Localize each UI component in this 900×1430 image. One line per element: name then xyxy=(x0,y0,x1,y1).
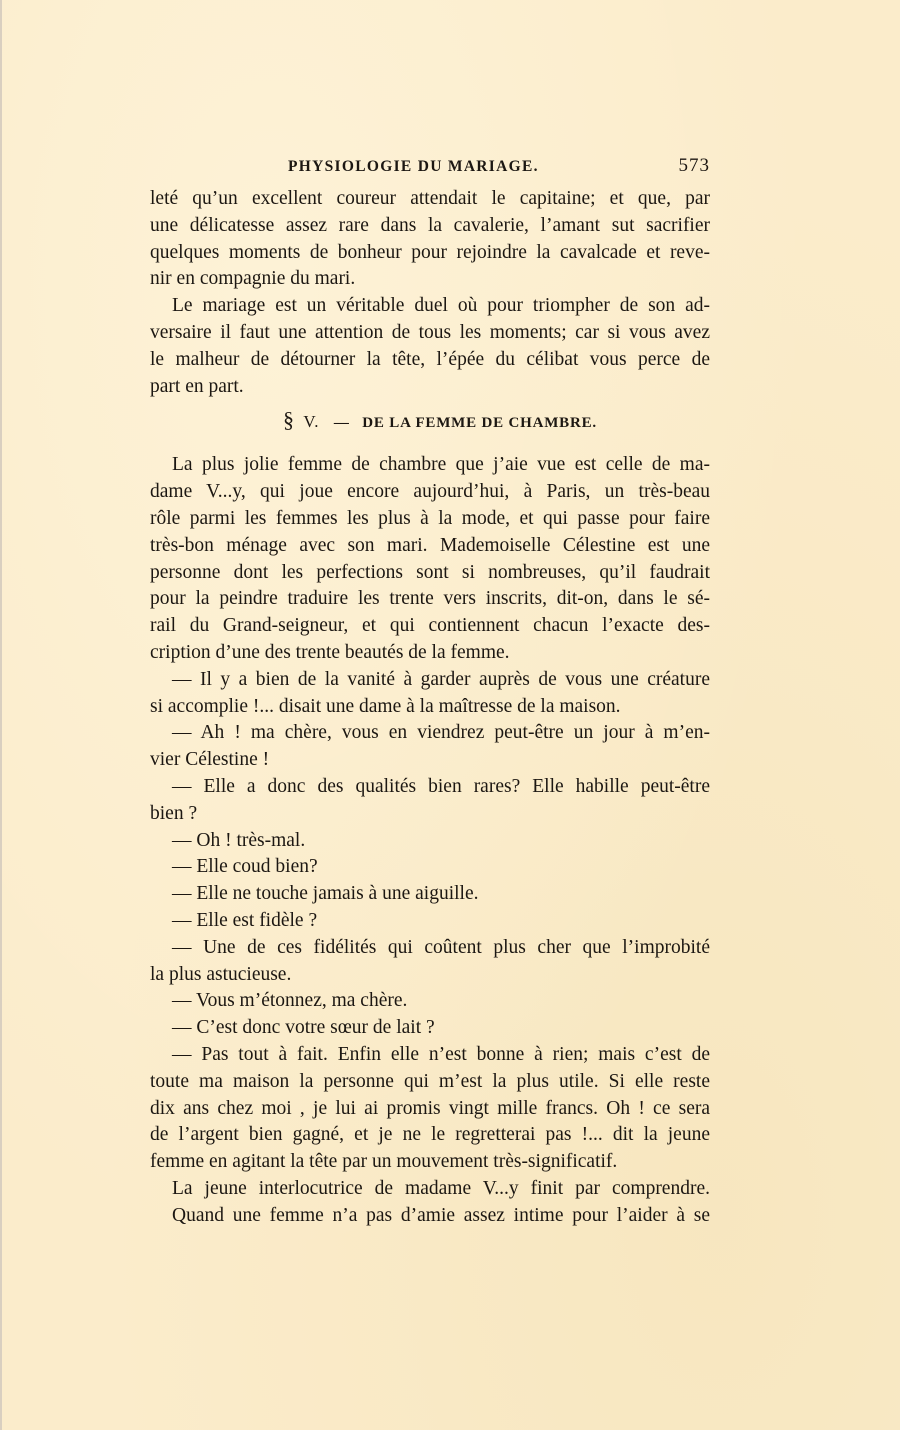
dialogue-line: si accomplie !... disait une dame à la maîtresse de la maison. xyxy=(150,695,621,717)
text-line: pour la peindre traduire les trente vers inscrits, dit-on, dans le sé- xyxy=(150,588,710,610)
text-line: nir en compagnie du mari. xyxy=(150,268,356,290)
text-line: Quand une femme n’a pas d’amie assez intime pour l’aider à se xyxy=(172,1204,710,1226)
dialogue-line: — C’est donc votre sœur de lait ? xyxy=(172,1017,435,1039)
page-number: 573 xyxy=(678,155,710,176)
text-line: très-bon ménage avec son mari. Mademoiselle Célestine est une xyxy=(150,534,710,556)
dialogue-line: — Elle ne touche jamais à une aiguille. xyxy=(172,883,479,905)
text-line: quelques moments de bonheur pour rejoindre la cavalcade et reve- xyxy=(150,241,710,263)
page-edge xyxy=(0,0,2,1430)
text-block xyxy=(150,186,710,1229)
dialogue-line: — Elle a donc des qualités bien rares? Elle habille peut-être xyxy=(172,775,710,797)
dialogue-line: — Ah ! ma chère, vous en viendrez peut-être un jour à m’en- xyxy=(172,722,710,744)
dialogue-line: — Une de ces fidélités qui coûtent plus cher que l’improbité xyxy=(172,936,710,958)
dialogue-line: — Elle coud bien? xyxy=(172,856,318,878)
section-number: V. xyxy=(303,412,320,432)
text-line: rail du Grand-seigneur, et qui contiennent chacun l’exacte des- xyxy=(150,615,710,637)
heading-dash: — xyxy=(333,415,350,432)
text-line: dame V...y, qui joue encore aujourd’hui, à Paris, un très-beau xyxy=(150,481,710,503)
dialogue-line: dix ans chez moi , je lui ai promis vingt mille francs. Oh ! ce sera xyxy=(150,1097,710,1119)
text-line: personne dont les perfections sont si nombreuses, qu’il faudrait xyxy=(150,561,710,583)
dialogue-line: vier Célestine ! xyxy=(150,749,270,771)
dialogue-line: bien ? xyxy=(150,802,198,824)
section-mark: § xyxy=(283,407,295,433)
running-title: PHYSIOLOGIE DU MARIAGE. xyxy=(288,158,539,175)
text-line: versaire il faut une attention de tous les moments; car si vous avez xyxy=(150,321,710,343)
text-line: leté qu’un excellent coureur attendait le capitaine; et que, par xyxy=(150,188,710,209)
section-title: DE LA FEMME DE CHAMBRE. xyxy=(362,415,597,432)
dialogue-line: — Elle est fidèle ? xyxy=(172,909,318,931)
text-line: rôle parmi les femmes les plus à la mode, et qui passe pour faire xyxy=(150,507,710,529)
dialogue-line: la plus astucieuse. xyxy=(150,963,292,985)
text-line: La jeune interlocutrice de madame V...y finit par comprendre. xyxy=(172,1177,710,1199)
running-head xyxy=(150,156,710,184)
dialogue-line: de l’argent bien gagné, et je ne le regretterai pas !... dit la jeune xyxy=(150,1124,710,1146)
text-line: une délicatesse assez rare dans la cavalerie, l’amant sut sacrifier xyxy=(150,214,710,236)
dialogue-line: — Oh ! très-mal. xyxy=(172,829,306,851)
dialogue-line: — Pas tout à fait. Enfin elle n’est bonne à rien; mais c’est de xyxy=(172,1043,710,1065)
dialogue-line: — Il y a bien de la vanité à garder auprès de vous une créature xyxy=(172,668,710,690)
dialogue-line: — Vous m’étonnez, ma chère. xyxy=(172,990,408,1012)
text-line: part en part. xyxy=(150,375,244,397)
dialogue-line: toute ma maison la personne qui m’est la plus utile. Si elle reste xyxy=(150,1070,710,1092)
text-line: le malheur de détourner la tête, l’épée du célibat vous perce de xyxy=(150,348,710,370)
text-line: Le mariage est un véritable duel où pour triompher de son ad- xyxy=(172,295,710,317)
section-heading xyxy=(150,400,710,452)
text-line: La plus jolie femme de chambre que j’aie vue est celle de ma- xyxy=(172,454,710,476)
text-line: cription d’une des trente beautés de la femme. xyxy=(150,641,510,663)
dialogue-line: femme en agitant la tête par un mouvement très-significatif. xyxy=(150,1151,618,1173)
